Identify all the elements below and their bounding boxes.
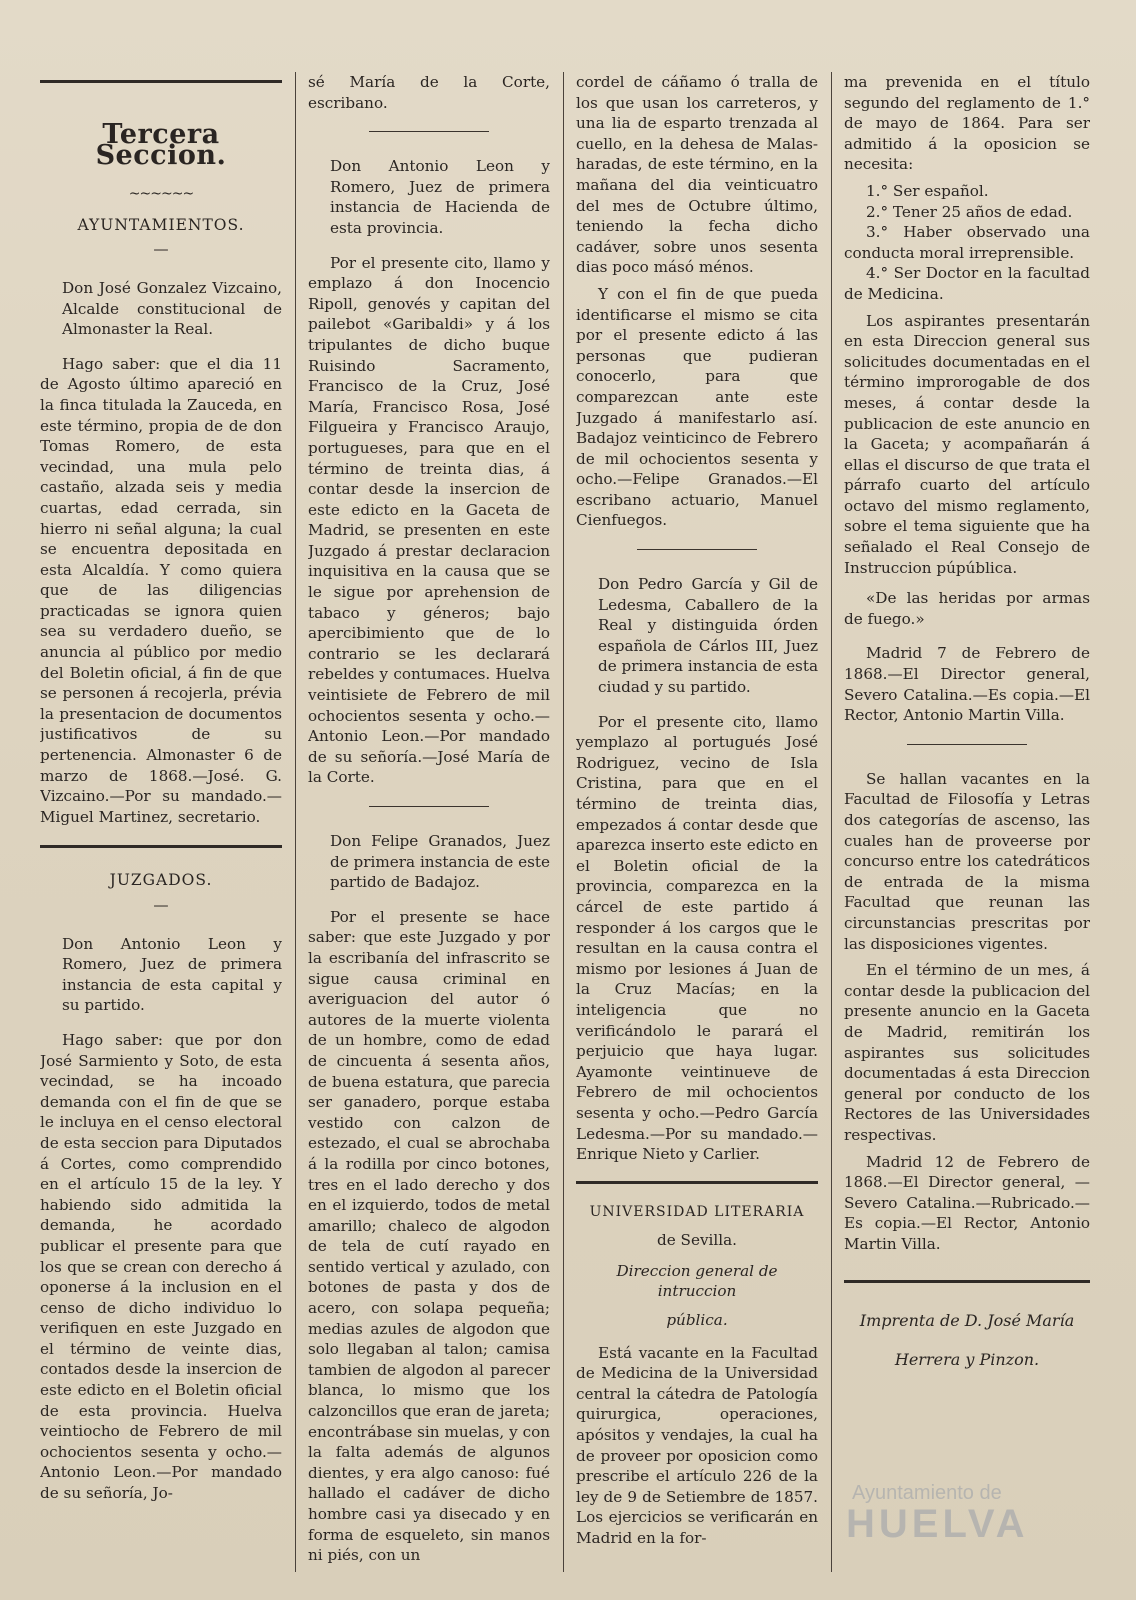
signature: Madrid 12 de Febrero de 1868.—El Director general, —Severo Catalina.—Rubricado.—Es copia.—El Rector, Antonio Martin Villa. [844, 1152, 1090, 1253]
notice-heading: Don Antonio Leon y Romero, Juez de primera instancia de esta capital y su partido. [62, 934, 282, 1015]
notice-heading: Don José Gonzalez Vizcaino, Alcalde constitucional de Almonaster la Real. [62, 278, 282, 339]
heading-ayuntamientos: AYUNTAMIENTOS. [77, 215, 245, 234]
notice-continuation: cordel de cáñamo ó tralla de los que usan los carreteros, y una lia de esparto trenzada al cuello, en la dehesa de Malas-haradas, de este término, en la mañana del dia veinticuatro del mes de Octubre último, teniendo la fecha dicho cadáver, sobre unos sesenta dias poco másó ménos. [576, 73, 818, 277]
notice-body: Los aspirantes presentarán en esta Direccion general sus solicitudes documentadas en el término improrogable de dos meses, á contar desde la publicacion de este anuncio en la Gaceta; y acompañarán á ellas el discurso de que trata el párrafo cuarto del artículo octavo del mismo reglamento, sobre el tema siguiente que ha señalado el Real Consejo de Instruccion púpública. [844, 311, 1090, 577]
imprint: Herrera y Pinzon. [894, 1350, 1040, 1370]
column-3 [576, 72, 818, 1582]
column-2 [308, 72, 550, 1582]
notice-heading: Don Antonio Leon y Romero, Juez de primera instancia de Hacienda de esta provincia. [330, 157, 550, 237]
column-divider [831, 72, 832, 1572]
topic: «De las heridas por armas de fuego.» [844, 589, 1090, 628]
notice-body: Por el presente cito, llamo yemplazo al portugués José Rodriguez, vecino de Isla Cristina, para que en el término de treinta dias, empezados á contar desde que aparezca inserto este edicto en el Boletin oficial de la provincia, comparezca en la cárcel de este partido á responder á los cargos que le resultan en la causa contra el mismo por lesiones á Juan de la Cruz Macías; en la inteligencia que no verificándolo le parará el perjuicio que haya lugar. Ayamonte veintinueve de Febrero de mil ochocientos sesenta y ocho.—Pedro García Ledesma.—Por su mandado.—Enrique Nieto y Carlier. [576, 712, 818, 1164]
dash: — [153, 240, 169, 259]
notice-body: En el término de un mes, á contar desde la publicacion del presente anuncio en la Gaceta de Madrid, remitirán los aspirantes sus solicitudes documentadas á esta Direccion general por conducto de los Rectores de las Universidades respectivas. [844, 961, 1090, 1144]
notice-body: Por el presente se hace saber: que este Juzgado y por la escribanía del infrascrito se sigue causa criminal en averiguacion del autor ó autores de la muerte violenta de un hombre, como de edad de cincuenta á sesenta años, de buena estatura, que parecia ser ganadero, porque estaba vestido con calzon de estezado, el cual se abrochaba á la rodilla por cinco botones, tres en el lado derecho y dos en el izquierdo, todos de metal amarillo; chaleco de algodon de tela de cutí rayado en sentido vertical y azulado, con botones de pasta y dos de acero, con solapa pequeña; medias azules de algodon que solo llegaban al talon; camisa tambien de algodon al parecer blanca, lo mismo que los calzoncillos que eran de jareta; encontrábase sin muelas, y con la falta además de algunos dientes, y era algo canoso: fué hallado el cadáver de dicho hombre casi ya disecado y en forma de esqueleto, sin manos ni piés, con un [308, 907, 550, 1565]
imprint: Imprenta de D. José María [859, 1311, 1075, 1331]
watermark-text: HUELVA [846, 1502, 1029, 1546]
section-rule [576, 1181, 818, 1184]
section-rule [844, 1280, 1090, 1283]
column-divider [295, 72, 296, 1572]
short-rule [637, 549, 757, 550]
requirement: 3.° Haber observado una conducta moral irreprensible. [844, 223, 1090, 262]
heading-juzgados: JUZGADOS. [109, 871, 213, 890]
subheading: de Sevilla. [657, 1231, 737, 1250]
signature: Madrid 7 de Febrero de 1868.—El Director general, Severo Catalina.—Es copia.—El Rector, Antonio Martin Villa. [844, 644, 1090, 725]
section-rule [40, 845, 282, 848]
notice-heading: Don Felipe Granados, Juez de primera instancia de este partido de Badajoz. [330, 832, 550, 892]
notice-continuation: ma prevenida en el título segundo del reglamento de 1.° de mayo de 1864. Para ser admitido á la oposicion se necesita: [844, 73, 1090, 174]
notice-body: Y con el fin de que pueda identificarse el mismo se cita por el presente edicto á las personas que pudieran conocerlo, para que comparezcan ante este Juzgado á manifestarlo así. Badajoz veinticinco de Febrero de mil ochocientos sesenta y ocho.—Felipe Granados.—El escribano actuario, Manuel Cienfuegos. [576, 284, 818, 530]
top-rule [40, 80, 282, 83]
notice-body: Por el presente cito, llamo y emplazo á don Inocencio Ripoll, genovés y capitan del pailebot «Garibaldi» y á los tripulantes de dicho buque Ruisindo Sacramento, Francisco de la Cruz, José María, Francisco Rosa, José Filgueira y Francisco Araujo, portugueses, para que en el término de treinta dias, á contar desde la insercion de este edicto en la Gaceta de Madrid, se presenten en este Juzgado á prestar declaracion inquisitiva en la causa que se le sigue por aprehension de tabaco y géneros; bajo apercibimiento que de lo contrario se les declarará rebeldes y contumaces. Huelva veintisiete de Febrero de mil ochocientos sesenta y ocho.—Antonio Leon.—Por mandado de su señoría.—José María de la Corte. [308, 253, 550, 787]
notice-body: Se hallan vacantes en la Facultad de Filosofía y Letras dos categorías de ascenso, las cuales han de proveerse por concurso entre los catedráticos de entrada de la misma Facultad que reunan las circunstancias prescritas por las disposiciones vigentes. [844, 769, 1090, 953]
direction-title: pública. [666, 1311, 728, 1330]
notice-body: Hago saber: que el dia 11 de Agosto último apareció en la finca titulada la Zauceda, en este término, propia de de don Tomas Romero, de esta vecindad, una mula pelo castaño, alzada seis y media cuartas, edad cerrada, sin hierro ni señal alguna; la cual se encuentra depositada en esta Alcaldía. Y como quiera que de las diligencias practicadas se ignora quien sea su verdadero dueño, se anuncia al público por medio del Boletin oficial, á fin de que se personen á recojerla, prévia la presentacion de documentos justificativos de su pertenencia. Almonaster 6 de marzo de 1868.—José. G. Vizcaino.—Por su mandado.—Miguel Martinez, secretario. [40, 354, 282, 826]
requirement: 4.° Ser Doctor en la facultad de Medicina. [844, 264, 1090, 303]
notice-body: Hago saber: que por don José Sarmiento y Soto, de esta vecindad, se ha incoado demanda con el fin de que se le incluya en el censo electoral de esta seccion para Diputados á Cortes, como comprendido en el artículo 15 de la ley. Y habiendo sido admitida la demanda, he acordado publicar el presente para que los que se crean con derecho á oponerse á la inclusion en el censo de dicho individuo lo verifiquen en este Juzgado en el término de veinte dias, contados desde la insercion de este edicto en el Boletin oficial de esta provincia. Huelva veintiocho de Febrero de mil ochocientos sesenta y ocho.—Antonio Leon.—Por mandado de su señoría, Jo- [40, 1030, 282, 1503]
watermark-text: Ayuntamiento de [852, 1482, 1002, 1504]
requirement: 2.° Tener 25 años de edad. [866, 202, 1073, 221]
column-4 [844, 72, 1090, 1582]
requirement: 1.° Ser español. [866, 181, 989, 200]
ornament-divider: ~~~~~~ [128, 186, 194, 203]
notice-body: Está vacante en la Facultad de Medicina de la Universidad central la cátedra de Patología quirurgica, operaciones, apósitos y vendajes, la cual ha de proveer por oposicion como prescribe el artículo 226 de la ley de 9 de Setiembre de 1857. Los ejercicios se verificarán en Madrid en la for- [576, 1343, 818, 1547]
column-divider [563, 72, 564, 1572]
column-1 [40, 72, 282, 1582]
short-rule [369, 806, 489, 807]
watermark [840, 1478, 1090, 1548]
heading-universidad: UNIVERSIDAD LITERARIA [589, 1203, 805, 1220]
short-rule [369, 131, 489, 132]
short-rule [907, 744, 1027, 745]
notice-heading: Don Pedro García y Gil de Ledesma, Caballero de la Real y distinguida órden española de Cárlos III, Juez de primera instancia de esta ciudad y su partido. [598, 575, 818, 697]
dash: — [153, 896, 169, 914]
notice-continuation: sé María de la Corte, escribano. [308, 73, 550, 112]
section-title: Tercera Seccion. [95, 119, 227, 171]
direction-title: Direccion general de intruccion [616, 1261, 778, 1301]
